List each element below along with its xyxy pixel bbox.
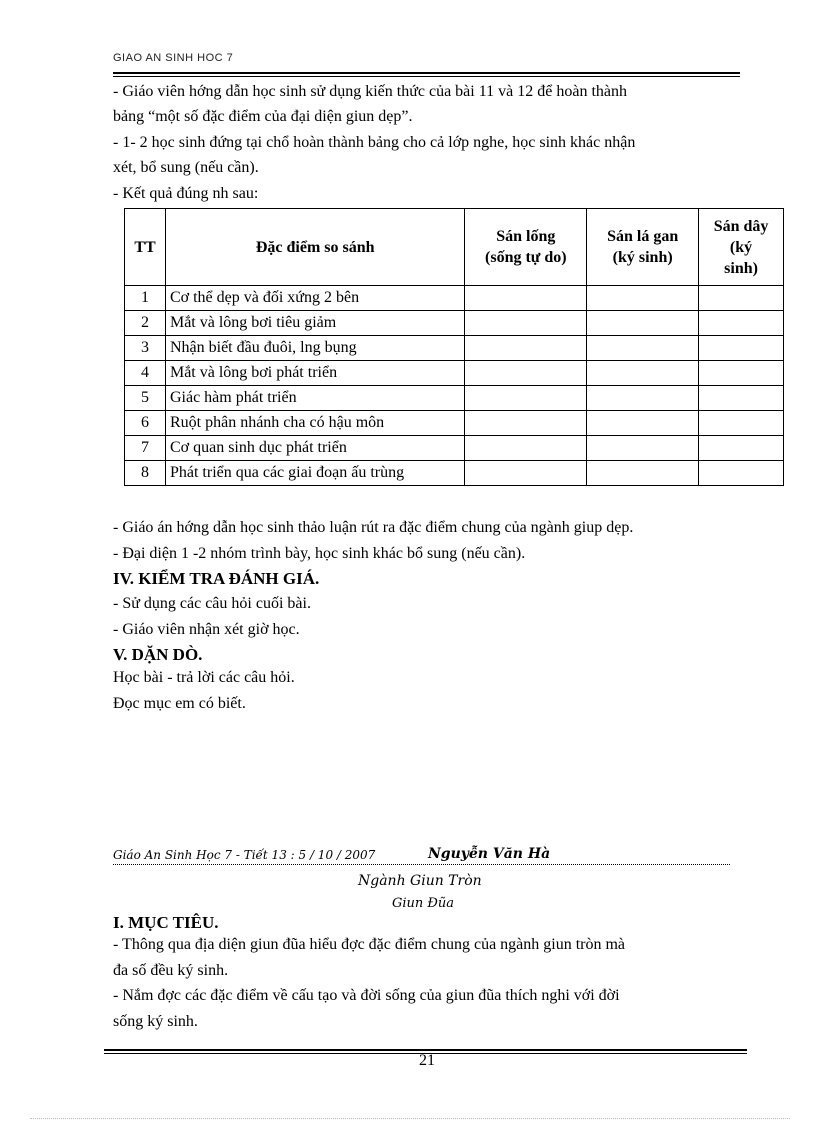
page-number: 21: [419, 1052, 435, 1069]
cell-empty: [465, 361, 587, 386]
header-san-la-gan-name: Sán lá gan: [607, 228, 679, 245]
comparison-table: [124, 208, 784, 486]
author-name: Nguyễn Văn Hà: [428, 846, 551, 862]
row-number: 1: [125, 286, 166, 311]
cell-empty: [465, 436, 587, 461]
row-feature: Mắt và lông bơi phát triển: [165, 361, 464, 386]
header-san-day-note-2: sinh): [724, 259, 758, 277]
row-number: 2: [125, 311, 166, 336]
row-number: 7: [125, 436, 166, 461]
cell-empty: [465, 411, 587, 436]
lesson-header-dotted-rule: [113, 864, 730, 865]
section-v-line-1: Học bài - trả lời các câu hỏi.: [113, 669, 295, 686]
row-number: 5: [125, 386, 166, 411]
header-san-long: [465, 209, 587, 286]
row-number: 4: [125, 361, 166, 386]
running-header-title: GIAO AN SINH HOC 7: [113, 52, 234, 64]
table-row: [125, 336, 784, 361]
cell-empty: [587, 386, 699, 411]
header-san-la-gan-note: (ký sinh): [612, 249, 673, 266]
section-i-line-4: sống ký sinh.: [113, 1013, 198, 1030]
cell-empty: [699, 336, 784, 361]
cell-empty: [699, 311, 784, 336]
cell-empty: [699, 436, 784, 461]
cell-empty: [465, 461, 587, 486]
row-feature: Phát triển qua các giai đoạn ấu trùng: [165, 461, 464, 486]
section-iv-line-1: - Sử dụng các câu hỏi cuối bài.: [113, 595, 311, 612]
table-row: [125, 386, 784, 411]
section-iv-heading: IV. KIỂM TRA ĐÁNH GIÁ.: [113, 569, 320, 588]
table-row: [125, 286, 784, 311]
section-i-line-2: đa số đều ký sinh.: [113, 962, 229, 979]
row-feature: Giác hàm phát triển: [165, 386, 464, 411]
intro-line-5: - Kết quả đúng nh sau:: [113, 185, 259, 202]
header-tt: TT: [125, 209, 166, 286]
row-feature: Nhận biết đầu đuôi, lng bụng: [165, 336, 464, 361]
cell-empty: [587, 286, 699, 311]
after-line-2: - Đại diện 1 -2 nhóm trình bày, học sinh khác bổ sung (nếu cần).: [113, 545, 526, 562]
after-line-1: - Giáo án hớng dẫn học sinh thảo luận rút ra đặc điểm chung của ngành giup dẹp.: [113, 519, 634, 536]
lesson-subtitle-2: Giun Đũa: [392, 896, 455, 911]
header-san-la-gan: [587, 209, 699, 286]
header-san-day-note-1: (ký: [729, 238, 753, 256]
cell-empty: [587, 411, 699, 436]
header-san-long-name: Sán lống: [496, 228, 556, 245]
cell-empty: [587, 311, 699, 336]
table-row: [125, 361, 784, 386]
page-bottom-dotted-rule: [30, 1118, 790, 1119]
header-feature: Đặc điểm so sánh: [165, 209, 464, 286]
table-row: [125, 461, 784, 486]
intro-line-4: xét, bổ sung (nếu cần).: [113, 159, 259, 176]
header-san-long-note: (sống tự do): [485, 249, 567, 266]
section-i-heading: I. MỤC TIÊU.: [113, 913, 219, 932]
intro-line-3: - 1- 2 học sinh đứng tại chổ hoàn thành bảng cho cả lớp nghe, học sinh khác nhận: [113, 134, 636, 151]
header-san-day-name: Sán dây: [713, 217, 769, 235]
row-feature: Cơ quan sinh dục phát triển: [165, 436, 464, 461]
header-rule-top: [113, 72, 740, 74]
section-v-heading: V. DẶN DÒ.: [113, 645, 203, 664]
cell-empty: [465, 311, 587, 336]
section-iv-line-2: - Giáo viên nhận xét giờ học.: [113, 621, 300, 638]
footer-rule-top: [104, 1049, 747, 1051]
cell-empty: [465, 386, 587, 411]
cell-empty: [465, 336, 587, 361]
row-number: 8: [125, 461, 166, 486]
table-row: [125, 311, 784, 336]
table-row: [125, 411, 784, 436]
cell-empty: [699, 461, 784, 486]
intro-line-2: bảng “một số đặc điểm của đại diện giun dẹp”.: [113, 108, 413, 125]
lesson-subtitle-1: Ngành Giun Tròn: [358, 873, 482, 889]
cell-empty: [587, 336, 699, 361]
section-i-line-3: - Nắm đợc các đặc điểm về cấu tạo và đời sống của giun đũa thích nghi với đời: [113, 987, 620, 1004]
row-feature: Cơ thể dẹp và đối xứng 2 bên: [165, 286, 464, 311]
section-i-line-1: - Thông qua địa diện giun đũa hiểu đợc đặc điểm chung của ngành giun tròn mà: [113, 936, 626, 953]
cell-empty: [699, 411, 784, 436]
row-number: 6: [125, 411, 166, 436]
table-row: [125, 436, 784, 461]
cell-empty: [587, 436, 699, 461]
table-header-row: [125, 209, 784, 286]
intro-line-1: - Giáo viên hớng dẫn học sinh sử dụng kiến thức của bài 11 và 12 để hoàn thành: [113, 83, 627, 100]
row-feature: Mắt và lông bơi tiêu giảm: [165, 311, 464, 336]
row-number: 3: [125, 336, 166, 361]
row-feature: Ruột phân nhánh cha có hậu môn: [165, 411, 464, 436]
cell-empty: [699, 386, 784, 411]
header-san-day: [699, 209, 784, 286]
cell-empty: [699, 361, 784, 386]
section-v-line-2: Đọc mục em có biết.: [113, 695, 246, 712]
cell-empty: [587, 461, 699, 486]
lesson-info: Giáo An Sinh Học 7 - Tiết 13 : 5 / 10 / 2007: [113, 848, 376, 862]
header-rule-bottom: [113, 76, 740, 77]
cell-empty: [465, 286, 587, 311]
cell-empty: [699, 286, 784, 311]
cell-empty: [587, 361, 699, 386]
